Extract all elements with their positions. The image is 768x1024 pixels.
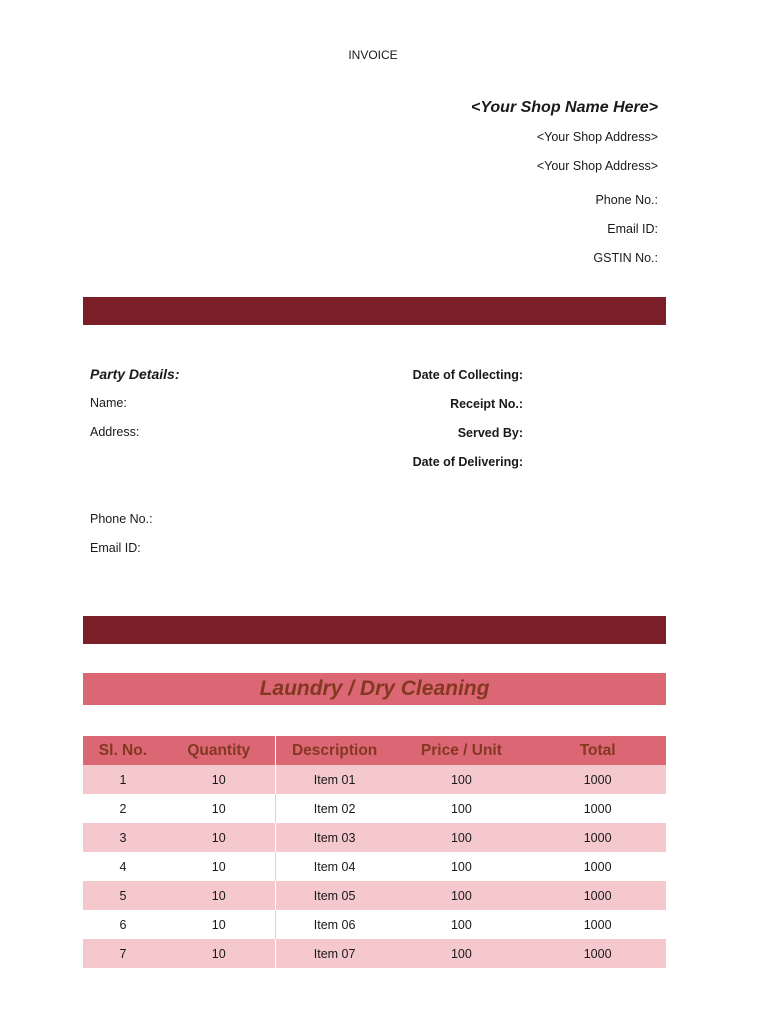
shop-phone-label: Phone No.: [595,193,658,207]
cell-price-unit: 100 [394,939,530,968]
cell-quantity: 10 [163,765,275,794]
cell-sl-no: 3 [83,823,163,852]
cell-price-unit: 100 [394,881,530,910]
cell-description: Item 03 [275,823,393,852]
cell-description: Item 05 [275,881,393,910]
cell-quantity: 10 [163,939,275,968]
party-email-label: Email ID: [90,541,141,555]
cell-price-unit: 100 [394,910,530,939]
shop-address-line-1: <Your Shop Address> [536,130,658,144]
party-divider-band [83,616,666,644]
cell-quantity: 10 [163,881,275,910]
party-details-title: Party Details: [90,366,180,382]
document-title: INVOICE [348,48,398,62]
table-row [83,823,666,852]
header-quantity: Quantity [163,736,275,765]
shop-info [471,97,658,276]
receipt-number-label: Receipt No.: [450,397,523,411]
cell-description: Item 04 [275,852,393,881]
party-details [90,364,179,567]
table-row [83,852,666,881]
shop-name: <Your Shop Name Here> [470,99,658,116]
order-meta [413,365,523,481]
cell-sl-no: 7 [83,939,163,968]
cell-total: 1000 [529,939,666,968]
cell-description: Item 06 [275,910,393,939]
table-row [83,765,666,794]
items-table [83,736,666,968]
date-of-collecting-label: Date of Collecting: [412,368,523,382]
table-row [83,910,666,939]
shop-gstin-label: GSTIN No.: [593,251,658,265]
cell-sl-no: 1 [83,765,163,794]
header-price-unit: Price / Unit [394,736,530,765]
party-name-label: Name: [90,396,127,410]
cell-quantity: 10 [163,823,275,852]
cell-price-unit: 100 [394,823,530,852]
shop-address-line-2: <Your Shop Address> [536,159,658,173]
cell-quantity: 10 [163,852,275,881]
cell-total: 1000 [529,910,666,939]
section-title: Laundry / Dry Cleaning [83,673,666,705]
date-of-delivering-label: Date of Delivering: [412,455,523,469]
cell-sl-no: 2 [83,794,163,823]
cell-price-unit: 100 [394,765,530,794]
party-address-label: Address: [90,425,140,439]
header-sl-no: Sl. No. [83,736,163,765]
cell-sl-no: 4 [83,852,163,881]
header-divider-band [83,297,666,325]
served-by-label: Served By: [457,426,523,440]
cell-sl-no: 5 [83,881,163,910]
table-row [83,794,666,823]
cell-price-unit: 100 [394,794,530,823]
cell-total: 1000 [529,823,666,852]
header-description: Description [275,736,393,765]
cell-quantity: 10 [163,910,275,939]
cell-total: 1000 [529,765,666,794]
table-row [83,881,666,910]
cell-quantity: 10 [163,794,275,823]
cell-sl-no: 6 [83,910,163,939]
header-total: Total [529,736,666,765]
cell-total: 1000 [529,881,666,910]
cell-description: Item 02 [275,794,393,823]
cell-total: 1000 [529,794,666,823]
cell-description: Item 07 [275,939,393,968]
shop-email-label: Email ID: [607,222,658,236]
cell-total: 1000 [529,852,666,881]
cell-price-unit: 100 [394,852,530,881]
cell-description: Item 01 [275,765,393,794]
party-phone-label: Phone No.: [90,512,153,526]
table-row [83,939,666,968]
table-header-row [83,736,666,765]
